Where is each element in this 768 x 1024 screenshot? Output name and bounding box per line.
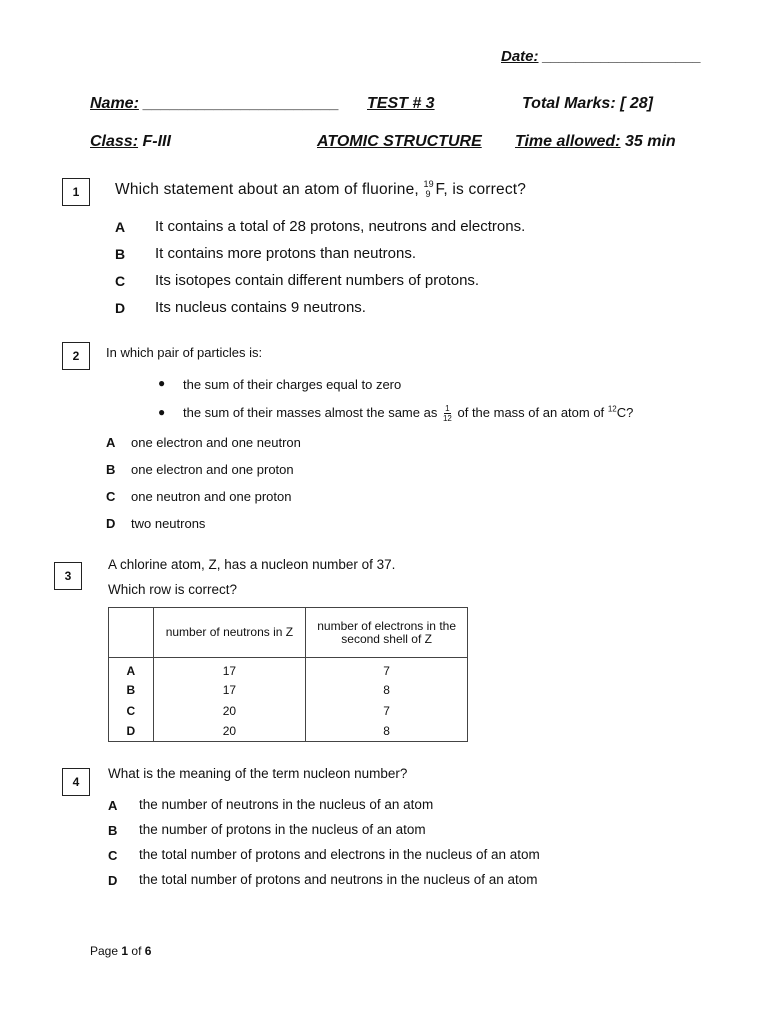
question-3-table	[108, 607, 468, 742]
table-row: C 20 7	[109, 701, 468, 722]
option-text: Its isotopes contain different numbers of protons.	[155, 272, 480, 289]
table-corner	[109, 608, 154, 658]
name-field	[90, 95, 339, 113]
bullet-icon: ●	[158, 376, 166, 390]
option-letter: D	[115, 300, 126, 316]
date-label: Date:	[501, 48, 539, 65]
page-footer: Page 1 of 6	[90, 944, 152, 958]
total-marks: Total Marks: [ 28]	[522, 95, 653, 112]
question-4-stem: What is the meaning of the term nucleon number?	[108, 766, 408, 781]
table-header: number of electrons in the second shell of Z	[306, 608, 468, 658]
question-number-box: 2	[62, 342, 90, 370]
topic-title: ATOMIC STRUCTURE	[317, 133, 482, 150]
bullet-text: the sum of their masses almost the same as $\frac{1}{12}$ of the mass of an atom of $^{12}$C?	[183, 404, 634, 423]
option-text: the total number of protons and neutrons in the nucleus of an atom	[139, 872, 538, 887]
table-row: D 20 8	[109, 722, 468, 742]
option-letter: C	[108, 848, 118, 863]
option-letter: B	[106, 462, 116, 477]
option-letter: A	[106, 435, 116, 450]
table-row: A 17 7	[109, 658, 468, 681]
time-label: Time allowed:	[515, 133, 621, 150]
option-text: one neutron and one proton	[131, 489, 292, 504]
name-label: Name:	[90, 95, 139, 112]
time-allowed	[515, 133, 676, 151]
question-3-stem-2: Which row is correct?	[108, 582, 238, 597]
option-text: the total number of protons and electrons in the nucleus of an atom	[139, 847, 540, 862]
bullet-icon: ●	[158, 405, 166, 419]
option-text: one electron and one neutron	[131, 435, 301, 450]
option-text: two neutrons	[131, 516, 206, 531]
table-row: B 17 8	[109, 681, 468, 701]
option-text: the number of neutrons in the nucleus of an atom	[139, 797, 434, 812]
bullet-text: the sum of their charges equal to zero	[183, 377, 402, 392]
option-text: It contains more protons than neutrons.	[155, 245, 416, 262]
fluorine-nuclide: 19 9	[423, 179, 434, 199]
option-text: the number of protons in the nucleus of an atom	[139, 822, 426, 837]
option-letter: D	[108, 873, 118, 888]
option-letter: B	[108, 823, 118, 838]
table-header: number of neutrons in Z	[153, 608, 306, 658]
time-value: 35 min	[624, 133, 676, 150]
question-number-box: 4	[62, 768, 90, 796]
fraction: $\frac{1}{12}$	[442, 404, 452, 423]
test-number: TEST # 3	[367, 95, 435, 112]
question-3-stem-1: A chlorine atom, Z, has a nucleon number of 37.	[108, 557, 396, 572]
option-text: Its nucleus contains 9 neutrons.	[155, 299, 366, 316]
name-blank: ______________________	[143, 95, 340, 112]
option-text: It contains a total of 28 protons, neutrons and electrons.	[155, 218, 526, 235]
class-field	[90, 133, 171, 151]
date-field	[501, 48, 701, 65]
option-letter: A	[108, 798, 118, 813]
question-number-box: 3	[54, 562, 82, 590]
option-letter: A	[115, 219, 126, 235]
question-number-box: 1	[62, 178, 90, 206]
question-2-stem: In which pair of particles is:	[106, 345, 263, 360]
class-value: F-III	[142, 133, 171, 150]
option-letter: D	[106, 516, 116, 531]
question-1-stem: Which statement about an atom of fluorine, 19 9 F, is correct?	[115, 179, 527, 199]
date-blank: ___________________	[542, 48, 702, 65]
option-letter: B	[115, 246, 126, 262]
option-letter: C	[115, 273, 126, 289]
option-letter: C	[106, 489, 116, 504]
option-text: one electron and one proton	[131, 462, 294, 477]
class-label: Class:	[90, 133, 139, 150]
